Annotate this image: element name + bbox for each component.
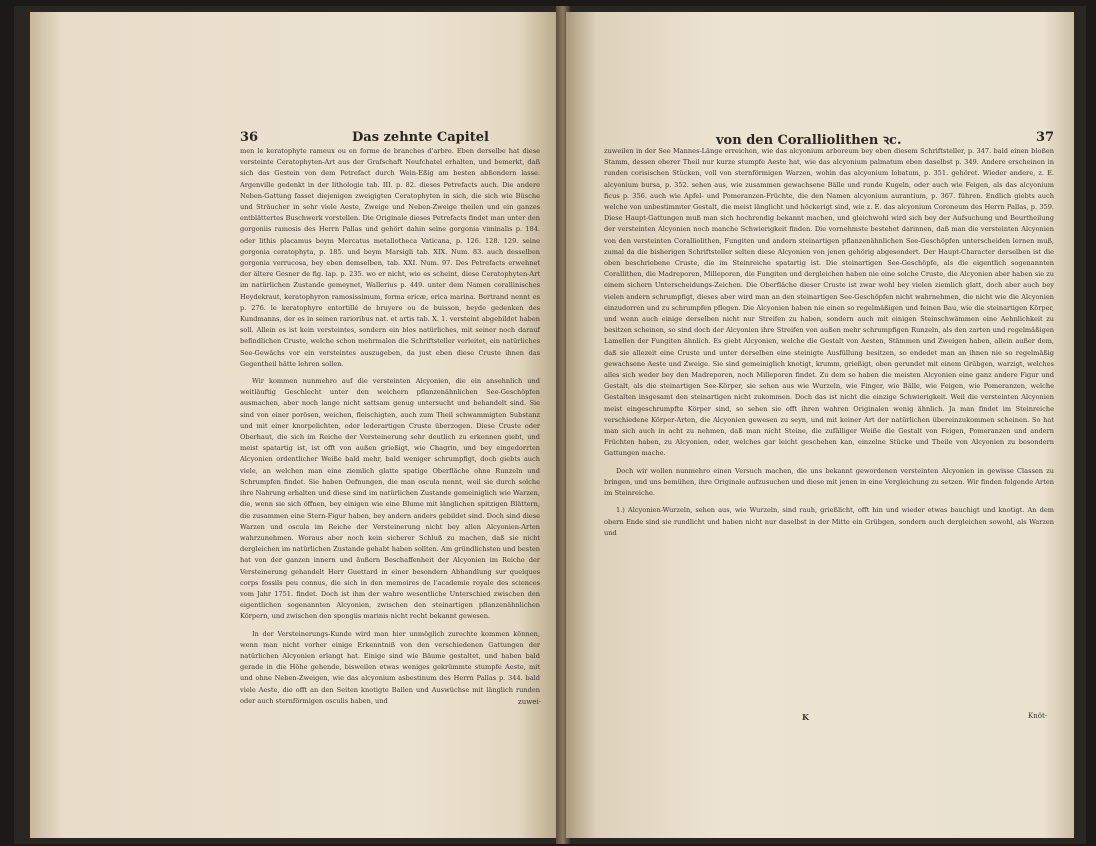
paragraph: Doch wir wollen nunmehro einen Versuch machen, die uns bekannt gewordenen versteinten Alcyonien in gewisse Classen zu bringen, und uns bemühen, ihre Originale aufzusuchen und diese mit jenen in eine Vergleichung zu setzen. Wir finden folgende Arten im Steinreiche. [604, 466, 1054, 498]
running-head: von den Coralliolithen ꝛc. [716, 133, 902, 148]
paragraph: In der Versteinerungs-Kunde wird man hier unmöglich zurechte kommen können, wenn man nicht vorher einige Erkenntniß von den verschiedenen Gattungen der natürlichen Alcyonien erlangt hat. Einige sind wie Bäume gestaltet, und haben bald gerade in die Höhe gehende, bisweilen etwas weniges gekrümmte stumpfe Aeste, mit und ohne Neben-Zweigen, wie das alcyonium asbestinum des Herrn Pallas p. 344. bald viele Aeste, die offt an den Seiten knotigte Ballen und Auswüchse mit länglich runden oder auch sternförmigen osculis haben, und [240, 629, 540, 705]
text-column [604, 146, 1054, 545]
left-page [30, 12, 560, 838]
running-head: Das zehnte Capitel [352, 130, 489, 145]
paragraph: men le keratophyte rameux ou en forme de branches d'arbre. Eben derselbe hat diese versteinte Ceratophyten-Art aus der Grafschaft Neufchatel erhalten, und bemerkt, daß sich das Gestein von dem Petrefact durch Wein-Eßig am besten abßondern lasse. Argenville gedenkt in der lithologie tab. III. p. 82. dieses Petrefacts auch. Die andere Neben-Gattung fasset diejenigen zweigigten Ceratophyten in sich, die sich wie Büsche und Sträucher in sehr viele Aeste, Zweige und Neben-Zweige theilen und ein ganzes entblättertes Buschwerk vorstellen. Die Originale dieses Petrefacts findet man unter den gorgoniis ramosis des Herrn Pallas und gehört dahin seine gorgonia viminalis p. 184. oder lithis placamus beym Mercatus metallotheca Vaticana, p. 126. 128. 129. seine gorgonia ceratophyta, p. 185. und beym Marsigli tab. XIX. Num. 83. auch desselben gorgonia verrucosa, bey eben demselben, tab. XXI. Num. 97. Des Petrefacts erwehnet der ältere Gesner de fig. lap. p. 235. wo er nicht, wie es scheint, diese Ceratophyten-Art im natürlichen Zustande gemeynet, Wallerius p. 449. unter dem Namen corallinisches Heydekraut, keratophyron ramosissimum, forma ericæ, erica marina. Bertrand nennt es p. 276. le keratophyre entortillé de bruyere ou de buisson, beyde gedenken des Kundmanns, der es in seinen rarioribus nat. et artis tab. X. 1. versteint abgebildet haben soll. Allein es ist kein versteintes, sondern ein blos natürliches, mit seiner noch darauf befindlichen Cruste, welche schon mehrmalen die Schriftsteller verleitet, ein natürliches See-Gewächs vor ein versteintes auszugeben, da just eben diese Cruste ihnen das Gegentheil hätte lehren sollen. [240, 147, 540, 368]
right-page [566, 12, 1074, 838]
page-number: 36 [240, 130, 259, 145]
paragraph: 1.) Alcyonien-Wurzeln, sehen aus, wie Wurzeln, sind rauh, grießlicht, offt hin und wieder etwas bauchigt und knotigt. An dem obern Ende sind sie rundlicht und haben nicht nur daselbst in der Mitte ein Grübgen, sondern auch dergleichen sowohl, als Warzen und [604, 506, 1054, 537]
text-column [240, 146, 540, 713]
catchword: zuwei- [518, 698, 541, 706]
catchword: Knöt- [1028, 712, 1048, 720]
signature-mark: K [802, 712, 809, 722]
paragraph: Wir kommen nunmehro auf die versteinten Alcyonien, die ein ansehnlich und weitläuftig Geschlecht unter den weichern pflanzenähnlichen See-Geschöpfen ausmachen, aber noch lange nicht sattsam genug untersucht und behandelt sind. Sie sind von einer porösen, weichen, fleischigten, auch zum Theil schwammigten Substanz und mit einer knorpelichten, oder lederartigen Cruste überzogen. Diese Cruste oder Oberhaut, die sich im Reiche der Versteinerung sehr deutlich zu erkennen giebt, und meist spatartig ist, ist offt von außen grießigt, wie Chagrin, und bey eingedorrten Alcyonien ordentlicher Weiße bald mehr, bald weniger schrumpfigt, doch giebts auch viele, an welchen man eine ziemlich glatte spatige Oberfläche ohne Runzeln und Schrumpfen findet. Sie haben Oefnungen, die man oscula nennt, weil sie durch solche ihre Nahrung erhalten und diese sind im natürlichen Zustande gemeiniglich wie Warzen, die, wenn sie sich öffnen, bey einigen wie eine Blume mit länglichen spitzigen Blättern, die zusammen eine Stern-Figur haben, bey andern anders gebildet sind. Doch sind diese Warzen und oscula im Reiche der Versteinerung nicht bey allen Alcyonien-Arten wahrzunehmen. Woraus aber noch kein sicherer Schluß zu machen, daß sie nicht dergleichen im natürlichen Zustande gehabt haben sollten. Am gründlichsten und besten hat von der ganzen innern und äußern Beschaffenheit der Alcyonien im Reiche der Versteinerung gehandelt Herr Guettard in einer besondern Abhandlung sur quelques corps fossils peu connus, die sich in den memoires de l'academie royale des sciences vom Jahr 1751. findet. Doch ist ihm der wahre wesentliche Unterschied zwischen den eigentlichen sogenannten Alcyonien, zwischen den steinartigen pflanzenähnlichen Körpern, und zwischen den spongiis marinis nicht recht bekannt gewesen. [240, 377, 540, 621]
page-number: 37 [1036, 130, 1055, 145]
book-scan [14, 6, 1086, 844]
paragraph: zuweilen in der See Mannes-Länge erreichen, wie das alcyonium arboreum bey eben diesem Schriftsteller, p. 347. bald einen bloßen Stamm, dessen oberer Theil nur kurze stumpfe Aeste hat, wie das alcyonium palmatum eben daselbst p. 349. Andere erscheinen in runden corisischen Stücken, voll von sternförmigen Warzen, wohin das alcyonium lobatum, p. 351. gehöret. Wieder andere, z. E. alcyonium bursa, p. 352. sehen aus, wie zusammen gewachsene Bälle und runde Kugeln, oder auch wie Feigen, als das alcyonium ficus p. 356. auch wie Apfel- und Pomeranzen-Früchte, die den Namen alcyonium aurantium, p. 367. führen. Endlich giebts auch welche von unbestimmter Gestalt, die meist länglicht und höckerigt sind, wie z. E. das alcyonium Coroneum des Herrn Pallas, p. 359. Diese Haupt-Gattungen muß man sich hochrendig bekannt machen, und gleichwohl wird sich bey der Aufsuchung und Beurtheilung der versteinten Alcyonien noch manche Schwierigkeit finden. Die vornehmste bestehet darinnen, daß man die versteinten Alcyonien von den versteinten Coralliolithen, Fungiten und andern steinartigen pflanzenähnlichen See-Geschöpfen unterscheiden lernen muß, zumal da die bisherigen Schriftsteller selten diese Alcyonien von jenen gehörig abgesondert. Der Haupt-Character derselben ist die oben beschriebene Cruste, die im Steinreiche spatartig ist. Die steinartigen See-Geschöpfe, als die eigentlich sogenannten Corallithen, die Madreporen, Milleporen, die Fungiten und dergleichen haben nie eine solche Cruste, die Alcyonien aber haben sie zu einem sichern Unterscheidungs-Zeichen. Die Oberfläche dieser Cruste ist zwar wohl bey vielen ziemlich glatt, doch aber auch bey vielen andern schrumpfigt, dieses aber wird man an den steinartigen See-Geschöpfen nicht wahrnehmen, die nicht wie die Alcyonien einzudorren und zu schrumpfen pflegen. Die Alcyonien haben nie einen so regelmäßigen und feinen Bau, wie die steinartigen Körper, und wenn auch einige derselben nicht nur Streifen zu haben, sondern auch mit einigen Steinschwämmen eine Aehnlichkeit zu besitzen scheinen, so sind doch der Alcyonien ihre Streifen von außen mehr schrumpfigen Runzeln, als den zarten und regelmäßigen Lamellen der Fungiten ähnlich. Es giebt Alcyonien, welche die Gestalt von Aesten, Stämmen und Zweigen haben, allein außer dem, daß sie allezeit eine Cruste und unter derselben eine steinigte Ausfüllung besitzen, so endedet man an ihnen nie so regelmäßig gewachsene Aeste und Zweige. Sie sind gemeiniglich knotigt, krumm, grießigt, oben gerundet mit einem Grübgen, warzigt, welches alles sich weder bey den Madreporen, noch Milleporen findet. Zu dem so haben die meisten Alcyonien eine ganz andere Figur und Gestalt, als die steinartigen See-Körper, sie sehen aus wie Wurzeln, wie Finger, wie Bälle, wie Feigen, wie Pomeranzen, welche Gestalten insgesamt den steinartigen nicht zukommen. Doch das ist nicht die einzige Schwierigkeit. Weil die versteinten Alcyonien meist eingeschrumpfte Körper sind, so sehen sie offt ihren wahren Originalen wenig ähnlich. Ja man findet im Steinreiche verschiedene Körper-Arten, die Alcyonien gewesen zu seyn, und mit keiner Art der natürlichen übereinzukommen scheinen. So hat man sich auch in acht zu nehmen, daß man nicht Steine, die zufälliger Weiße die Gestalt von Feigen, Pomeranzen und andern Früchten haben, zu Alcyonien, oder, welches gar leicht geschehen kan, einzelne Stücke und Theile von Alcyonien zu besondern Gattungen mache. [604, 147, 1054, 458]
